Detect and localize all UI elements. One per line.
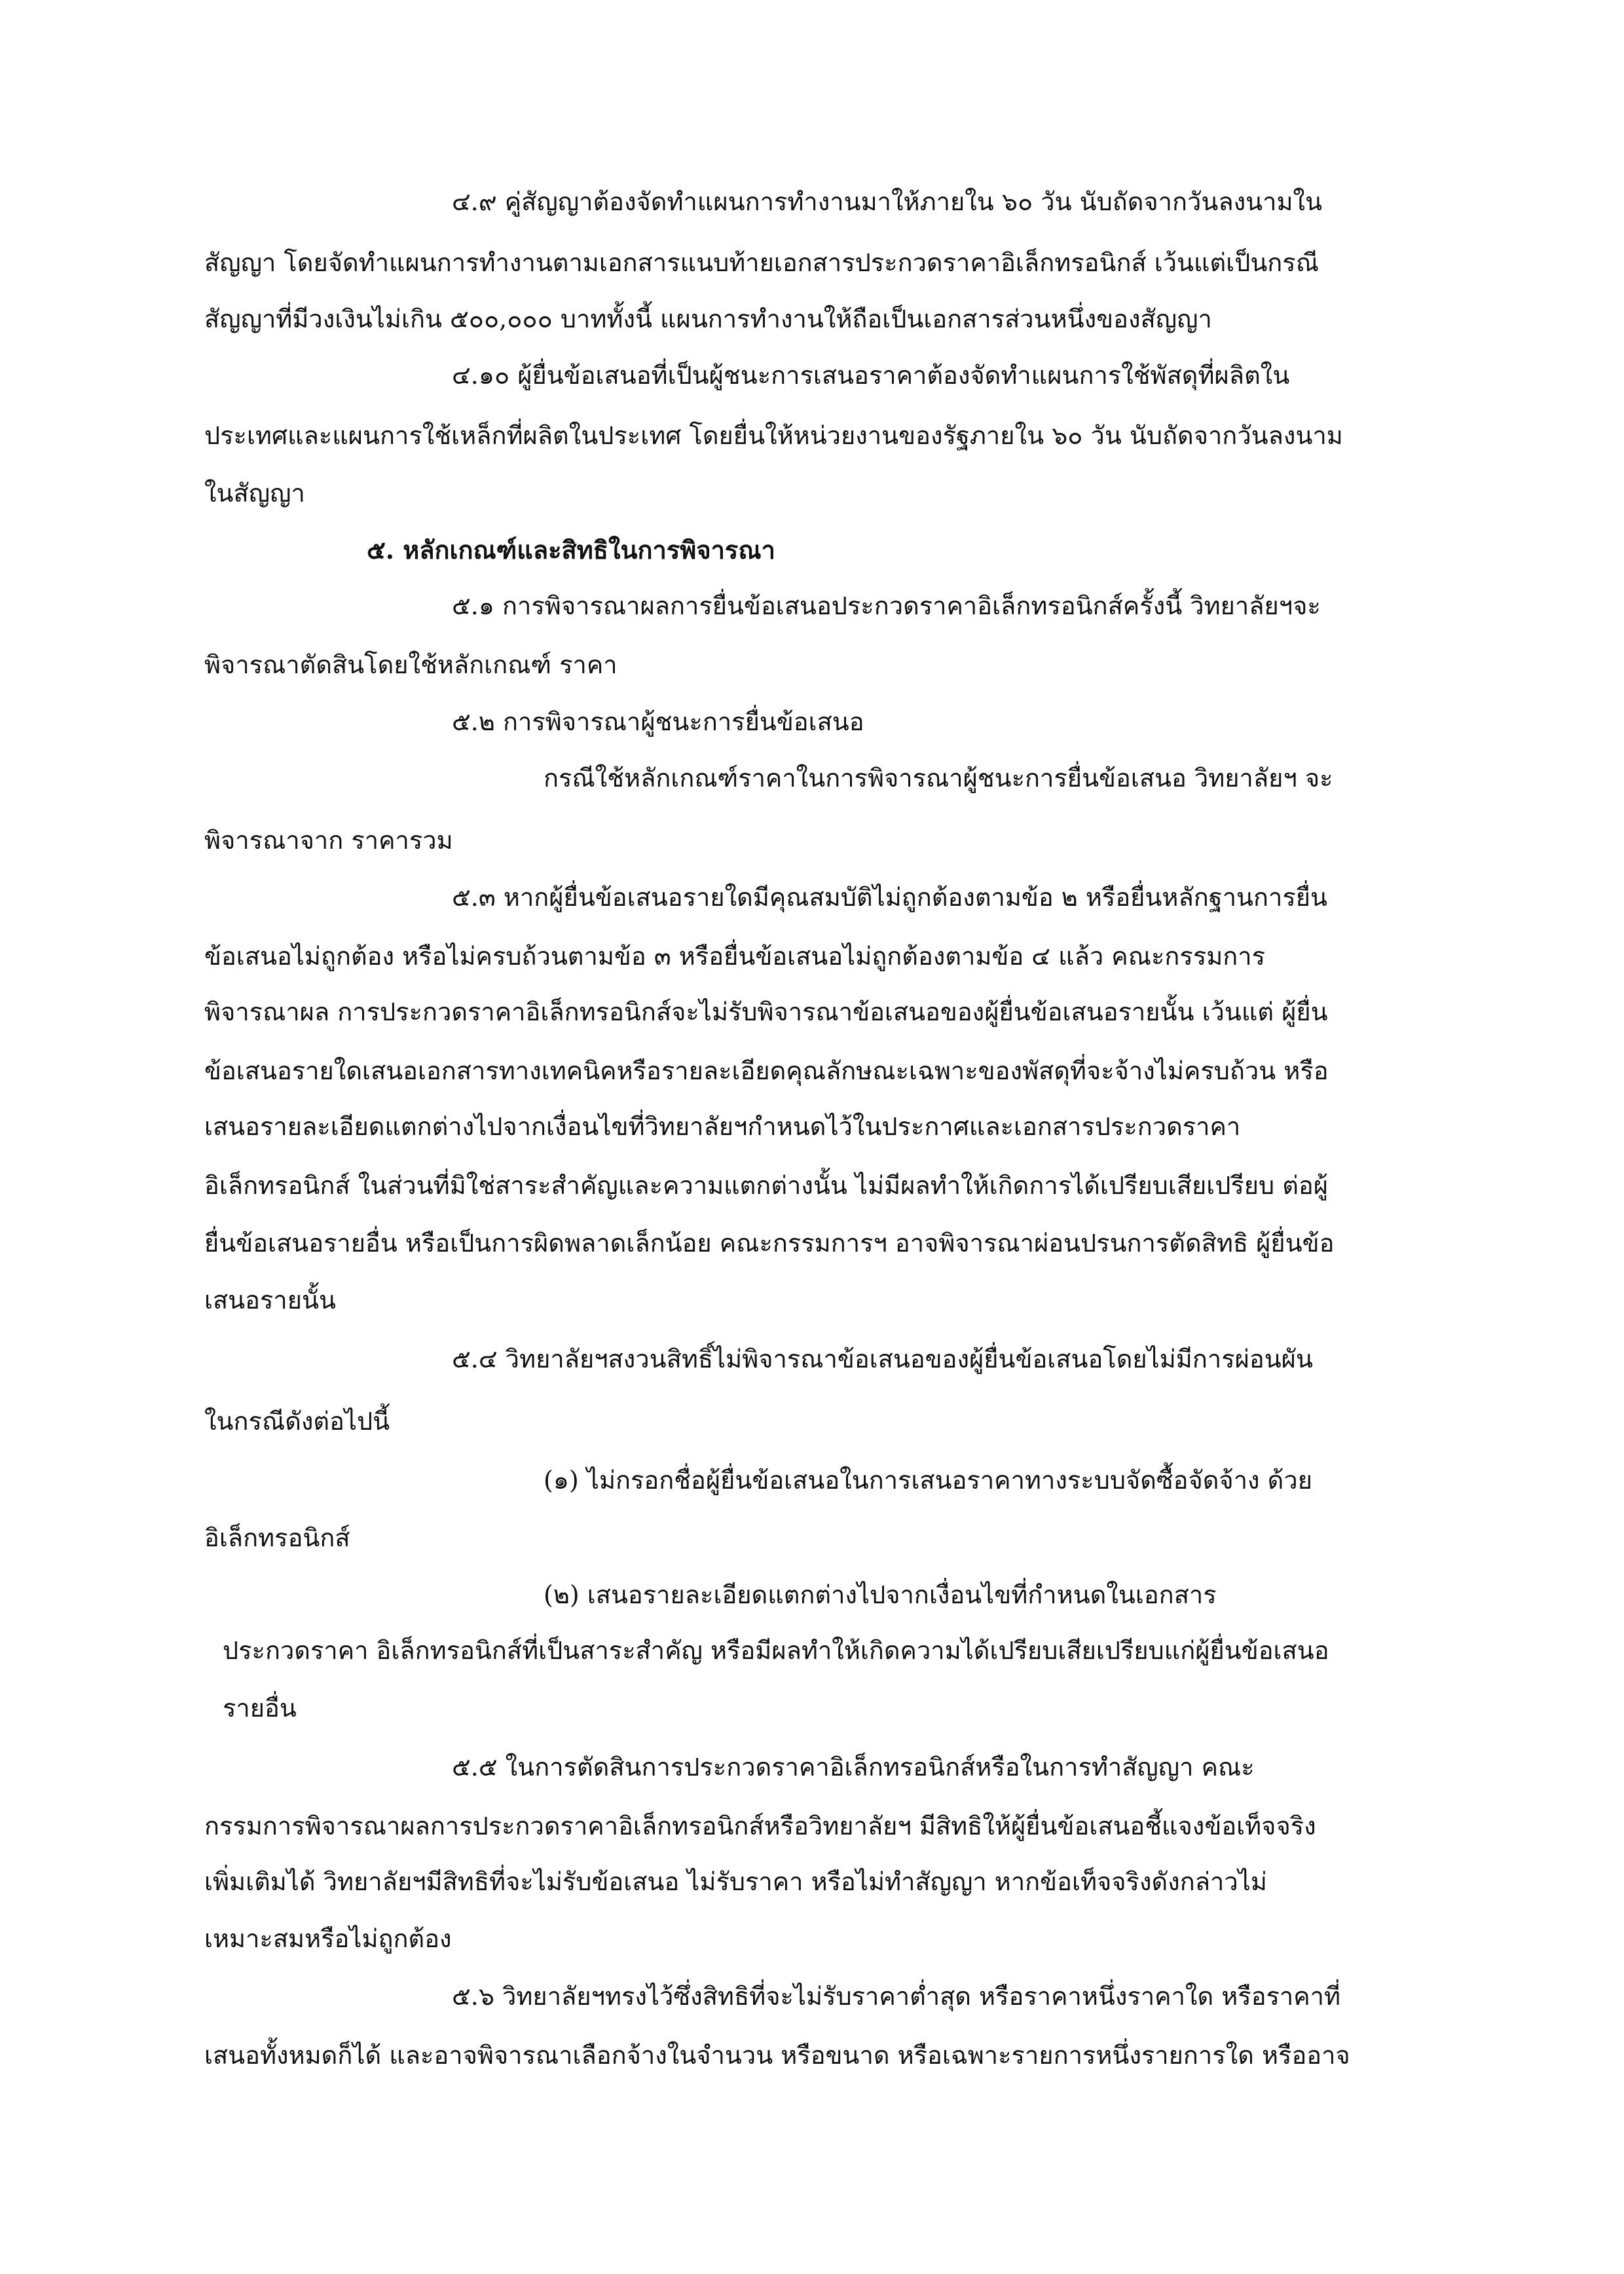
text-line: ๕.๑ การพิจารณาผลการยื่นข้อเสนอประกวดราคาอิเล็กทรอนิกส์ครั้งนี้ วิทยาลัยฯจะ: [452, 591, 1321, 620]
text-line: เสนอรายนั้น: [204, 1286, 336, 1314]
text-line: ๔.๙ คู่สัญญาต้องจัดทำแผนการทำงานมาให้ภายใน ๖๐ วัน นับถัดจากวันลงนามใน: [452, 187, 1323, 216]
text-line: ในกรณีดังต่อไปนี้: [204, 1407, 390, 1436]
text-line: สัญญาที่มีวงเงินไม่เกิน ๕๐๐,๐๐๐ บาททั้งนี้ แผนการทำงานให้ถือเป็นเอกสารส่วนหนึ่งของสัญญา: [204, 305, 1212, 333]
text-line: ข้อเสนอไม่ถูกต้อง หรือไม่ครบถ้วนตามข้อ ๓ หรือยื่นข้อเสนอไม่ถูกต้องตามข้อ ๔ แล้ว คณะกรรมการ: [204, 942, 1266, 971]
text-line: (๑) ไม่กรอกชื่อผู้ยื่นข้อเสนอในการเสนอราคาทางระบบจัดซื้อจัดจ้าง ด้วย: [544, 1466, 1312, 1495]
text-line: ๕.๒ การพิจารณาผู้ชนะการยื่นข้อเสนอ: [452, 707, 864, 736]
text-line: ประกวดราคา อิเล็กทรอนิกส์ที่เป็นสาระสำคัญ หรือมีผลทำให้เกิดความได้เปรียบเสียเปรียบแก่ผู้ยื่นข้อเสนอ: [223, 1636, 1329, 1665]
text-line: ประเทศและแผนการใช้เหล็กที่ผลิตในประเทศ โดยยื่นให้หน่วยงานของรัฐภายใน ๖๐ วัน นับถัดจากวันลงนาม: [204, 421, 1343, 450]
text-line: ข้อเสนอรายใดเสนอเอกสารทางเทคนิคหรือรายละเอียดคุณลักษณะเฉพาะของพัสดุที่จะจ้างไม่ครบถ้วน หรือ: [204, 1056, 1329, 1085]
text-line: ยื่นข้อเสนอรายอื่น หรือเป็นการผิดพลาดเล็กน้อย คณะกรรมการฯ อาจพิจารณาผ่อนปรนการตัดสิทธิ ผู้ยื่นข้อ: [204, 1229, 1335, 1258]
text-line: รายอื่น: [223, 1694, 297, 1723]
text-line: พิจารณาจาก ราคารวม: [204, 826, 453, 855]
text-line: อิเล็กทรอนิกส์ ในส่วนที่มิใช่สาระสำคัญและความแตกต่างนั้น ไม่มีผลทำให้เกิดการได้เปรียบเสียเปรียบ ต่อผู้: [204, 1171, 1328, 1200]
text-line: กรรมการพิจารณาผลการประกวดราคาอิเล็กทรอนิกส์หรือวิทยาลัยฯ มีสิทธิให้ผู้ยื่นข้อเสนอชี้แจงข้อเท็จจริง: [204, 1812, 1316, 1840]
section-heading: ๕. หลักเกณฑ์และสิทธิในการพิจารณา: [367, 535, 775, 565]
text-line: ๕.๖ วิทยาลัยฯทรงไว้ซึ่งสิทธิที่จะไม่รับราคาต่ำสุด หรือราคาหนึ่งราคาใด หรือราคาที่: [452, 1982, 1341, 2011]
text-line: ๕.๔ วิทยาลัยฯสงวนสิทธิ์ไม่พิจารณาข้อเสนอของผู้ยื่นข้อเสนอโดยไม่มีการผ่อนผัน: [452, 1345, 1313, 1373]
text-line: ๕.๕ ในการตัดสินการประกวดราคาอิเล็กทรอนิกส์หรือในการทำสัญญา คณะ: [452, 1753, 1255, 1781]
text-line: สัญญา โดยจัดทำแผนการทำงานตามเอกสารแนบท้ายเอกสารประกวดราคาอิเล็กทรอนิกส์ เว้นแต่เป็นกรณี: [204, 248, 1319, 277]
text-line: กรณีใช้หลักเกณฑ์ราคาในการพิจารณาผู้ชนะการยื่นข้อเสนอ วิทยาลัยฯ จะ: [544, 764, 1333, 792]
text-line: พิจารณาผล การประกวดราคาอิเล็กทรอนิกส์จะไม่รับพิจารณาข้อเสนอของผู้ยื่นข้อเสนอรายนั้น เว้นแต่ ผู้ยื่น: [204, 997, 1328, 1026]
text-line: เสนอทั้งหมดก็ได้ และอาจพิจารณาเลือกจ้างในจำนวน หรือขนาด หรือเฉพาะรายการหนึ่งรายการใด หรืออาจ: [204, 2041, 1350, 2070]
text-line: เหมาะสมหรือไม่ถูกต้อง: [204, 1924, 452, 1953]
text-line: อิเล็กทรอนิกส์: [204, 1523, 350, 1552]
text-line: ๔.๑๐ ผู้ยื่นข้อเสนอที่เป็นผู้ชนะการเสนอราคาต้องจัดทำแผนการใช้พัสดุที่ผลิตใน: [452, 361, 1290, 390]
text-line: เสนอรายละเอียดแตกต่างไปจากเงื่อนไขที่วิทยาลัยฯกำหนดไว้ในประกาศและเอกสารประกวดราคา: [204, 1112, 1241, 1141]
text-line: ในสัญญา: [204, 479, 305, 508]
text-line: เพิ่มเติมได้ วิทยาลัยฯมีสิทธิที่จะไม่รับข้อเสนอ ไม่รับราคา หรือไม่ทำสัญญา หากข้อเท็จจริงดังกล่าวไม่: [204, 1867, 1267, 1896]
text-line: (๒) เสนอรายละเอียดแตกต่างไปจากเงื่อนไขที่กำหนดในเอกสาร: [544, 1580, 1217, 1609]
text-line: พิจารณาตัดสินโดยใช้หลักเกณฑ์ ราคา: [204, 650, 618, 679]
text-line: ๕.๓ หากผู้ยื่นข้อเสนอรายใดมีคุณสมบัติไม่ถูกต้องตามข้อ ๒ หรือยื่นหลักฐานการยื่น: [452, 883, 1328, 912]
